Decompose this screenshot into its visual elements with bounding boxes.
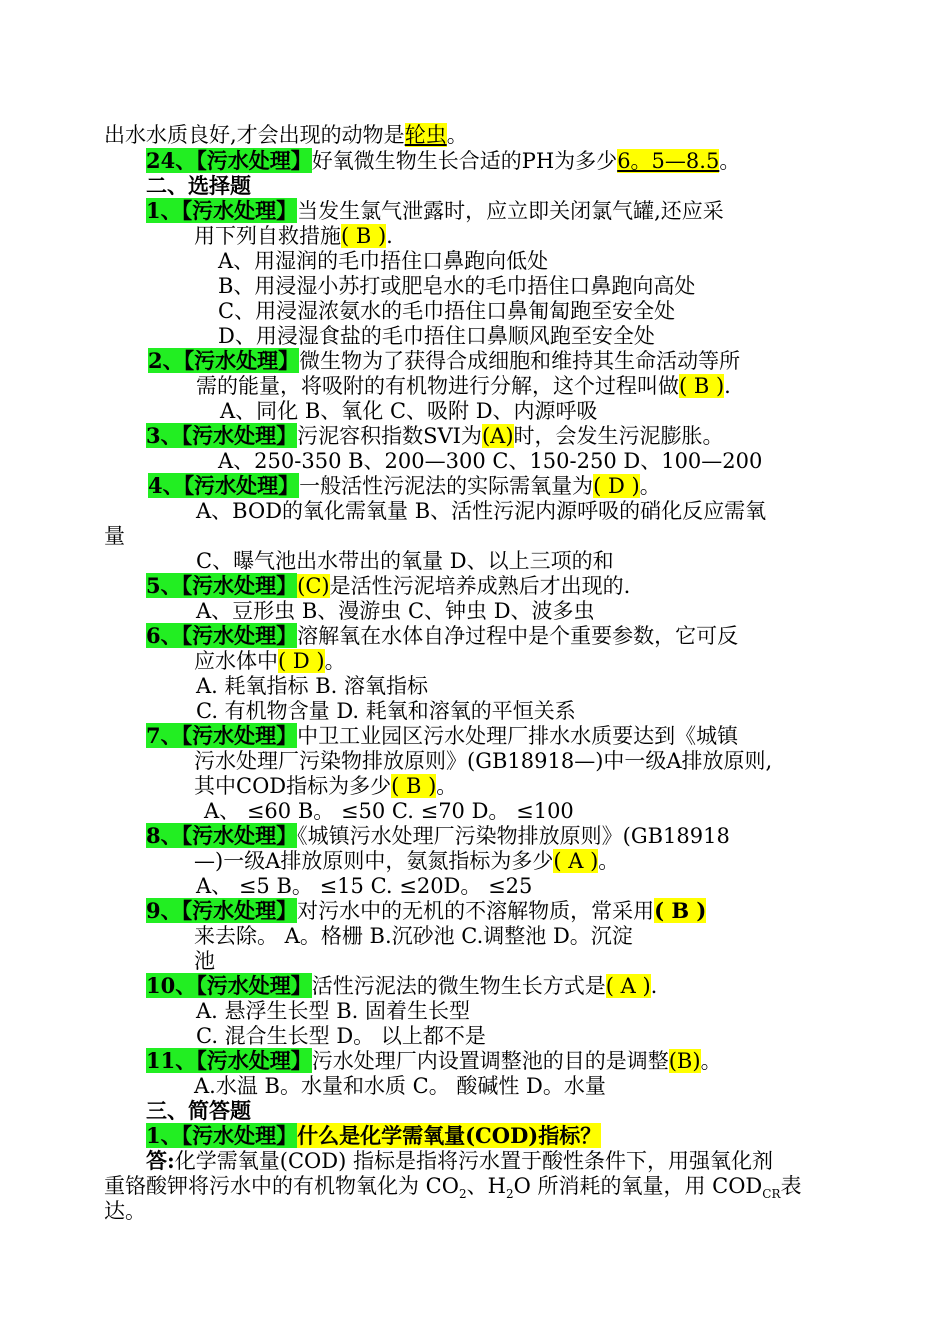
option-line: A.水温 B。水量和水质 C。 酸碱性 D。水量 [194, 1074, 606, 1098]
section-heading: 三、简答题 [146, 1098, 251, 1123]
option-line: A、同化 B、氧化 C、吸附 D、内源呼吸 [220, 399, 598, 423]
question-11: 11、【污水处理】污水处理厂内设置调整池的目的是调整(B)。 [146, 1048, 722, 1073]
option-line: A、豆形虫 B、漫游虫 C、钟虫 D、波多虫 [196, 599, 595, 623]
section-heading: 二、选择题 [146, 173, 251, 198]
question-9-cont: 来去除。 A。格栅 B.沉砂池 C.调整池 D。沉淀 [194, 924, 633, 948]
question-1: 1、【污水处理】当发生氯气泄露时，应立即关闭氯气罐,还应采 [146, 198, 724, 223]
option-line: A、BOD的氧化需氧量 B、活性污泥内源呼吸的硝化反应需氧 [196, 499, 767, 523]
question-7: 7、【污水处理】中卫工业园区污水处理厂排水水质要达到《城镇 [146, 723, 739, 748]
fill-question-24: 24、【污水处理】好氧微生物生长合适的PH为多少6。5—8.5。 [146, 148, 741, 173]
question-10: 10、【污水处理】活性污泥法的微生物生长方式是( A ). [146, 973, 658, 998]
text-line: 出水水质良好,才会出现的动物是轮虫。 [104, 123, 468, 147]
option-line: B、用浸湿小苏打或肥皂水的毛巾捂住口鼻跑向高处 [218, 274, 696, 298]
question-9-cont: 池 [194, 949, 215, 973]
option-line: A. 悬浮生长型 B. 固着生长型 [196, 999, 470, 1023]
option-line: C、曝气池出水带出的氧量 D、以上三项的和 [196, 549, 614, 573]
answer-line: 重铬酸钾将污水中的有机物氧化为 $CO_2$、$H_2O$ 所消耗的氧量，用 $COD_{CR}$表 [104, 1174, 802, 1202]
question-6: 6、【污水处理】溶解氧在水体自净过程中是个重要参数，它可反 [146, 623, 739, 648]
option-line: C. 混合生长型 D。 以上都不是 [196, 1024, 486, 1048]
option-line: C. 有机物含量 D. 耗氧和溶氧的平恒关系 [196, 699, 576, 723]
option-line: A、 ≤5 B。 ≤15 C. ≤20D。 ≤25 [196, 874, 533, 898]
question-1-cont: 用下列自救措施( B ). [194, 224, 393, 248]
option-line: A、用湿润的毛巾捂住口鼻跑向低处 [218, 249, 549, 273]
question-5: 5、【污水处理】(C)是活性污泥培养成熟后才出现的. [146, 573, 631, 598]
question-3: 3、【污水处理】污泥容积指数SVI为(A)时，会发生污泥膨胀。 [146, 423, 724, 448]
option-line: A、 ≤60 B。 ≤50 C. ≤70 D。 ≤100 [204, 799, 574, 823]
question-8-cont: —)一级A排放原则中，氨氮指标为多少( A )。 [194, 849, 620, 873]
question-7-cont: 污水处理厂污染物排放原则》(GB18918—)中一级A排放原则, [194, 749, 773, 773]
question-4: 4、【污水处理】一般活性污泥法的实际需氧量为( D )。 [148, 473, 661, 498]
question-7-cont: 其中COD指标为多少( B )。 [194, 774, 458, 798]
option-line: A. 耗氧指标 B. 溶氧指标 [196, 674, 428, 698]
option-line: D、用浸湿食盐的毛巾捂住口鼻顺风跑至安全处 [218, 324, 655, 348]
question-2-cont: 需的能量，将吸附的有机物进行分解，这个过程叫做( B ). [196, 374, 731, 398]
answer-line: 答:化学需氧量(COD) 指标是指将污水置于酸性条件下，用强氧化剂 [146, 1148, 773, 1173]
short-answer-question-1: 1、【污水处理】什么是化学需氧量(COD)指标？ [146, 1123, 602, 1148]
option-line: 量 [104, 524, 125, 548]
question-6-cont: 应水体中( D )。 [194, 649, 346, 673]
question-8: 8、【污水处理】《城镇污水处理厂污染物排放原则》(GB18918 [146, 823, 730, 848]
option-line: A、250-350 B、200—300 C、150-250 D、100—200 [218, 449, 763, 473]
question-2: 2、【污水处理】微生物为了获得合成细胞和维持其生命活动等所 [148, 348, 741, 373]
answer-line: 达。 [104, 1199, 146, 1223]
option-line: C、用浸湿浓氨水的毛巾捂住口鼻匍匐跑至安全处 [218, 299, 676, 323]
question-9: 9、【污水处理】对污水中的无机的不溶解物质，常采用( B ) [146, 898, 707, 923]
